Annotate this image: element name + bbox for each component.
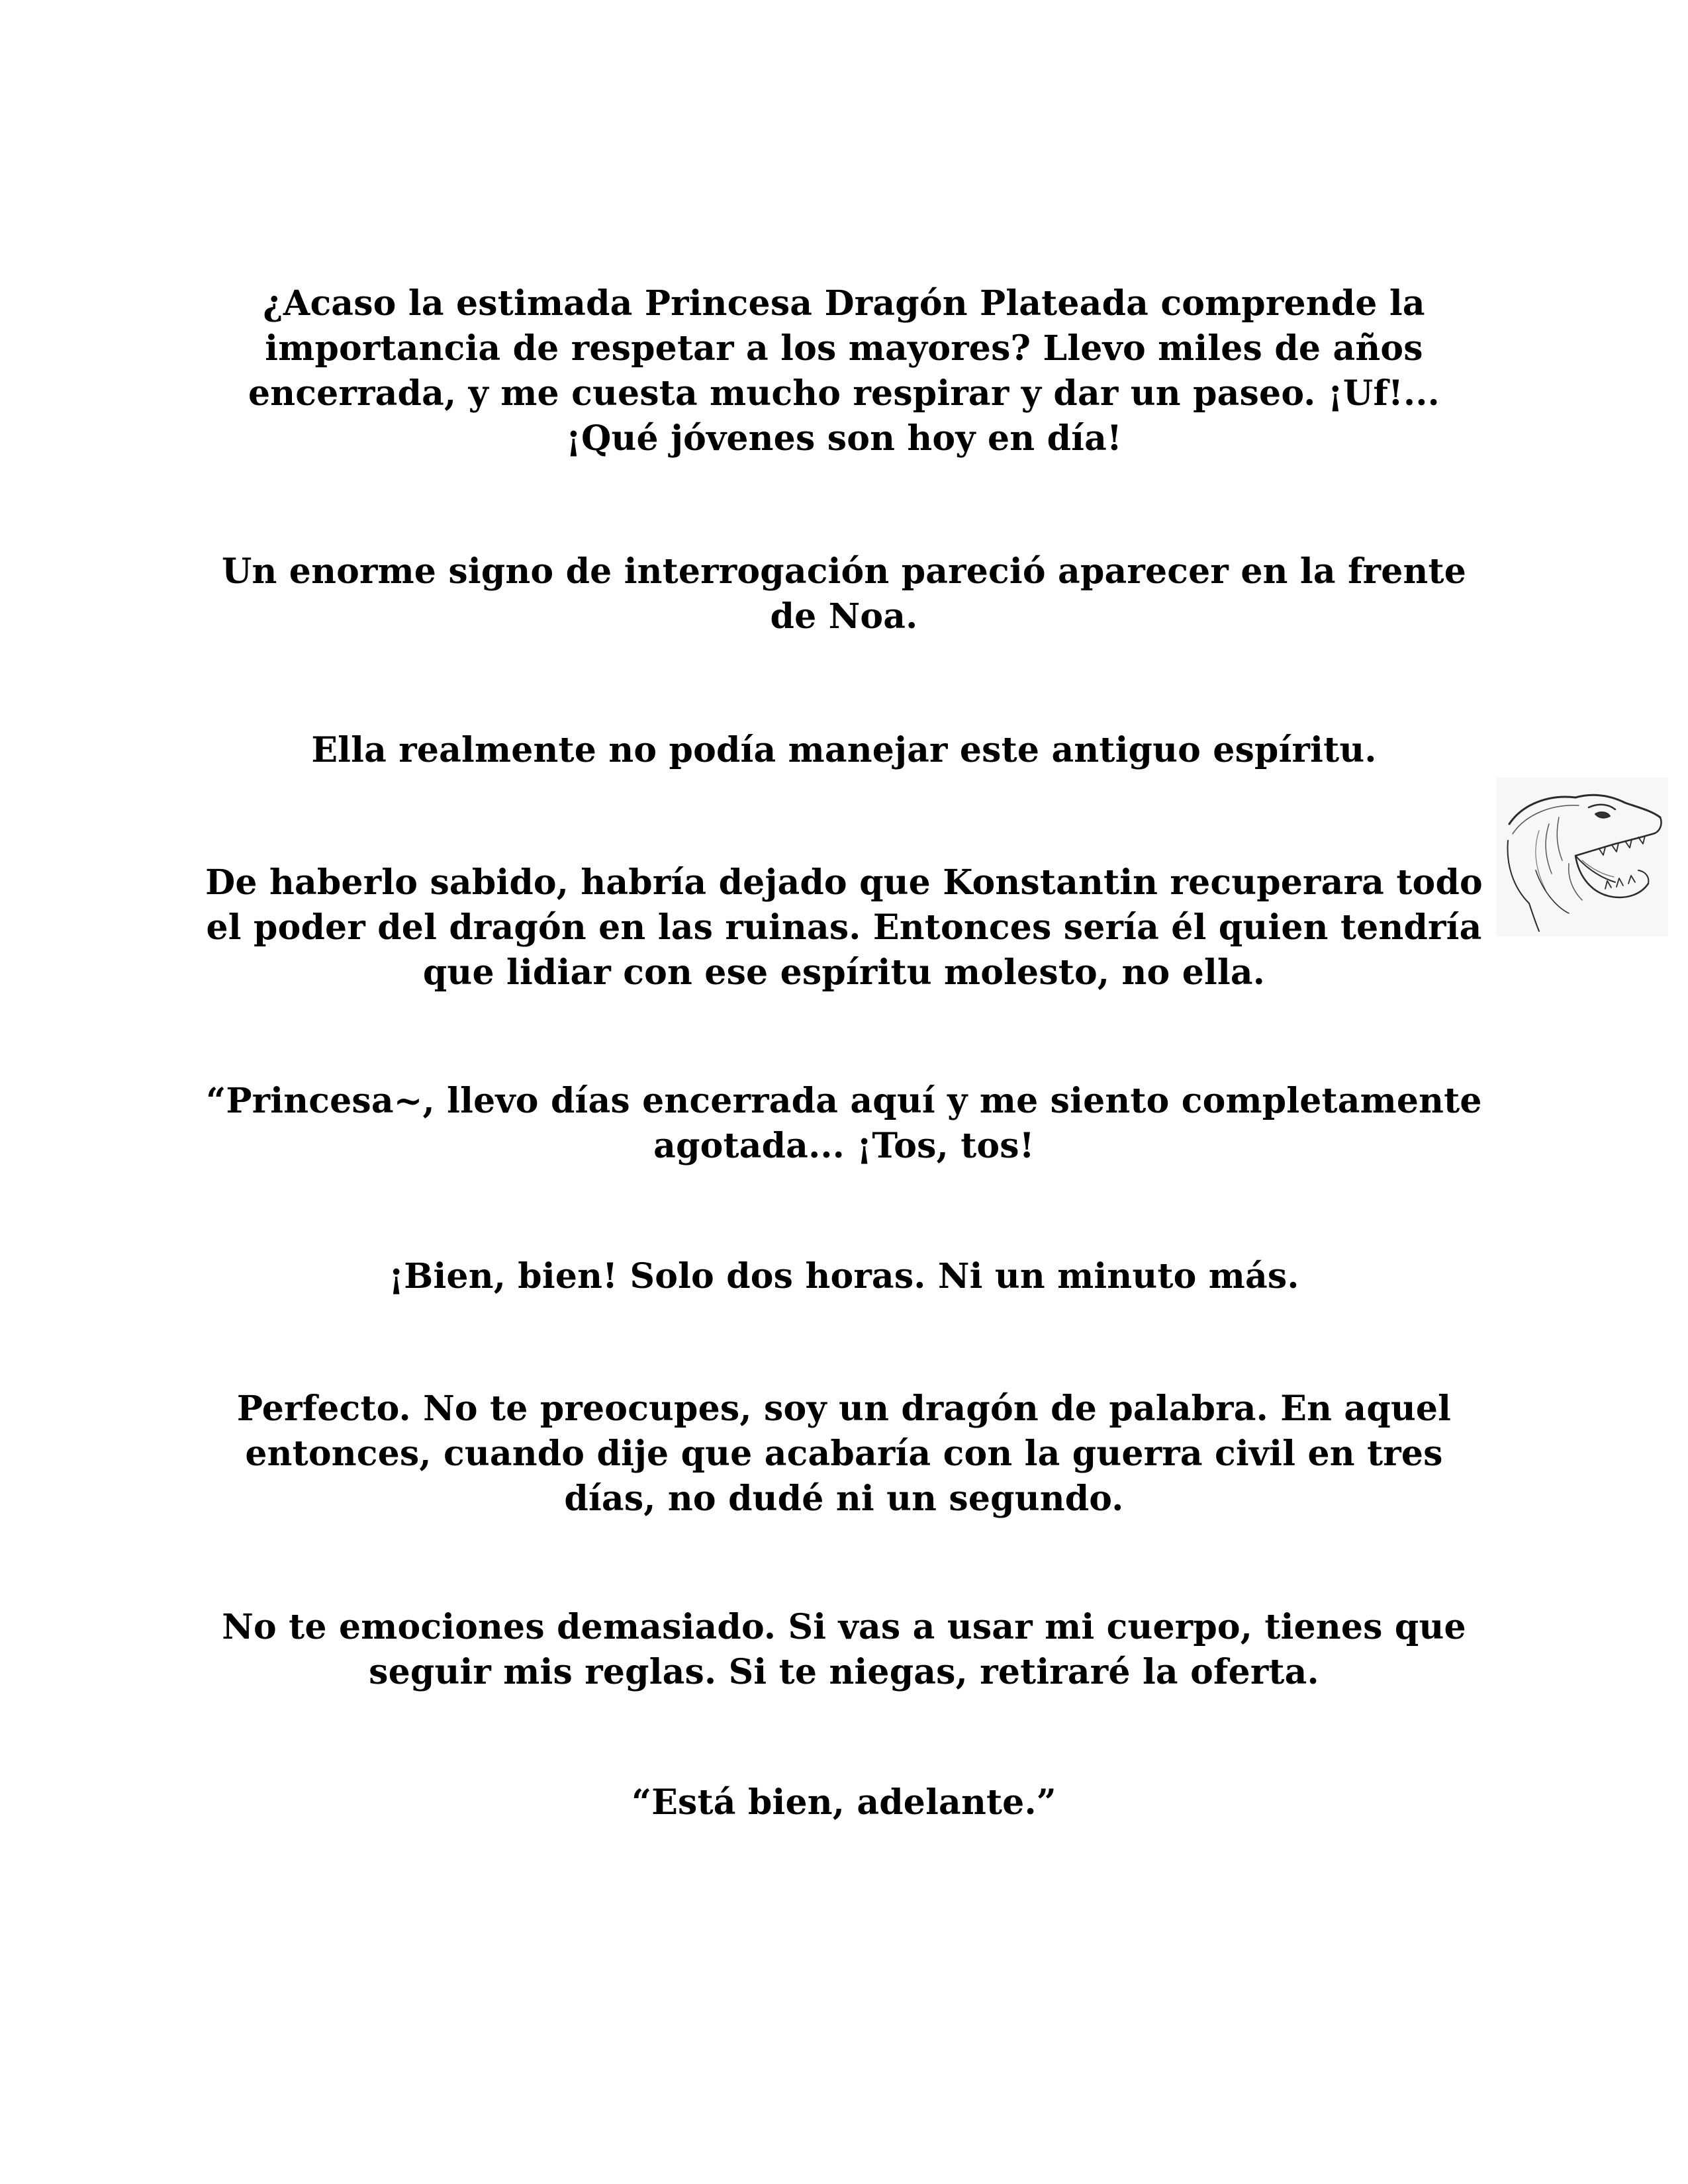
paragraph-dragon-of-word: Perfecto. No te preocupes, soy un dragón de palabra. En aquel entonces, cuando dije que acabaría con la guerra civil en tres días, no dudé ni un segundo. [236,1388,1452,1519]
paragraph-noa-question-mark: Un enorme signo de interrogación pareció aparecer en la frente de Noa. [221,551,1467,637]
paragraph-elder-spirit-complaint: ¿Acaso la estimada Princesa Dragón Plateada comprende la importancia de respetar a los mayores? Llevo miles de años encerrada, y me cuesta mucho respirar y dar un paseo. ¡Uf!... ¡Qué jóvenes son hoy en día! [248,283,1440,459]
paragraph-cannot-handle-spirit: Ella realmente no podía manejar este antiguo espíritu. [311,730,1377,770]
paragraph-go-ahead: “Está bien, adelante.” [632,1782,1056,1823]
paragraph-princess-exhausted: “Princesa~, llevo días encerrada aquí y me siento completamente agotada... ¡Tos, tos! [206,1081,1482,1166]
paragraph-konstantin-ruins: De haberlo sabido, habría dejado que Konstantin recuperara todo el poder del dragón en las ruinas. Entonces sería él quien tendría que lidiar con ese espíritu molesto, no ella. [205,862,1483,993]
dragon-head-sketch-icon [1496,778,1668,936]
paragraph-two-hours: ¡Bien, bien! Solo dos horas. Ni un minuto más. [389,1256,1299,1297]
paragraph-follow-rules: No te emociones demasiado. Si vas a usar mi cuerpo, tienes que seguir mis reglas. Si te niegas, retiraré la oferta. [222,1607,1466,1692]
